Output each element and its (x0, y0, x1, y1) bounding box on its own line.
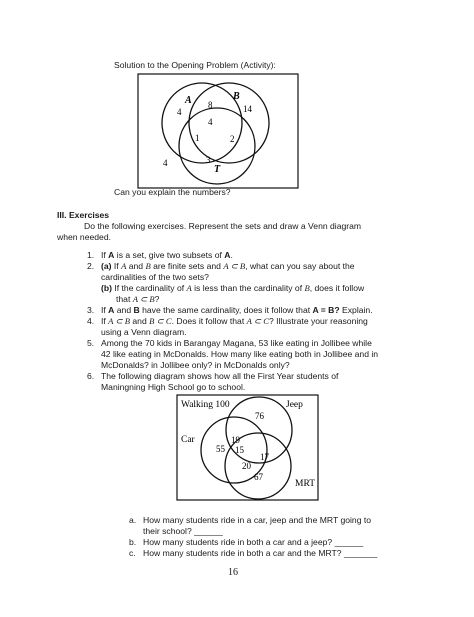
item-3-number: 3. (87, 305, 95, 315)
value-bt: 2 (230, 134, 235, 144)
jeep-label: Jeep (286, 400, 303, 410)
subq-c-label: c. (129, 548, 136, 558)
item-2b-text: (b) If the cardinality of A is less than the cardinality of B, does it follow (101, 283, 365, 293)
value-car-only: 55 (216, 444, 225, 454)
opening-title: Solution to the Opening Problem (Activity): (114, 60, 276, 70)
circle-b (189, 83, 269, 163)
item-2b-line2: that A ⊂ B? (116, 294, 160, 304)
item-6-line2: Maningning High School go to school. (101, 382, 246, 392)
item-1-number: 1. (87, 250, 95, 260)
value-outside: 4 (163, 158, 168, 168)
value-t-only: 3 (206, 155, 211, 165)
item-1-text: If A is a set, give two subsets of A. (101, 250, 233, 260)
value-jeep-mrt: 17 (260, 452, 269, 462)
subq-a-line2: their school? ______ (143, 526, 223, 536)
value-at: 1 (195, 133, 200, 143)
item-4-line2: using a Venn diagram. (101, 327, 187, 337)
item-3-text: If A and B have the same cardinality, does it follow that A = B? Explain. (101, 305, 373, 315)
subq-b-label: b. (129, 537, 137, 547)
exercises-heading: III. Exercises (57, 210, 110, 220)
item-2a-line2: cardinalities of the two sets? (101, 272, 209, 282)
item-6-line1: The following diagram shows how all the First Year students of (101, 371, 339, 381)
circle-a (162, 83, 242, 163)
subq-b-line1: How many students ride in both a car and a jeep? ______ (143, 537, 364, 547)
item-5-line1: Among the 70 kids in Barangay Magana, 53 like eating in Jollibee while (101, 338, 372, 348)
exercises-intro-line2: when needed. (57, 232, 111, 242)
walking-label: Walking 100 (181, 400, 230, 410)
value-car-mrt: 20 (242, 461, 251, 471)
value-car-jeep: 19 (231, 435, 240, 445)
opening-question: Can you explain the numbers? (114, 187, 231, 197)
value-mrt-only: 67 (254, 472, 263, 482)
car-label: Car (181, 435, 195, 445)
subq-a-label: a. (129, 515, 137, 525)
item-4-text: If A ⊂ B and B ⊂ C. Does it follow that A ⊂ C? Illustrate your reasoning (101, 316, 368, 326)
mrt-label: MRT (295, 479, 316, 489)
value-ab: 8 (208, 100, 213, 110)
label-t: T (214, 164, 221, 175)
label-a: A (185, 95, 192, 106)
item-4-number: 4. (87, 316, 95, 326)
subq-a-line1: How many students ride in a car, jeep and the MRT going to (143, 515, 372, 525)
item-5-line3: McDonalds? in Jollibee only? in McDonalds only? (101, 360, 290, 370)
item-2-number: 2. (87, 261, 95, 271)
subq-c-line1: How many students ride in both a car and the MRT? _______ (143, 548, 378, 558)
label-b: B (233, 91, 240, 102)
item-2a-text: (a) If A and B are finite sets and A ⊂ B, what can you say about the (101, 261, 355, 271)
value-all: 15 (235, 445, 244, 455)
value-b-only: 14 (243, 104, 252, 114)
value-abt: 4 (208, 117, 213, 127)
item-6-number: 6. (87, 371, 95, 381)
exercises-intro-line1: Do the following exercises. Represent the sets and draw a Venn diagram (84, 221, 362, 231)
page-number: 16 (228, 567, 238, 578)
item-5-number: 5. (87, 338, 95, 348)
value-a-only: 4 (177, 107, 182, 117)
item-5-line2: 42 like eating in McDonalds. How many like eating both in Jollibee and in (101, 349, 379, 359)
value-jeep-only: 76 (255, 411, 264, 421)
